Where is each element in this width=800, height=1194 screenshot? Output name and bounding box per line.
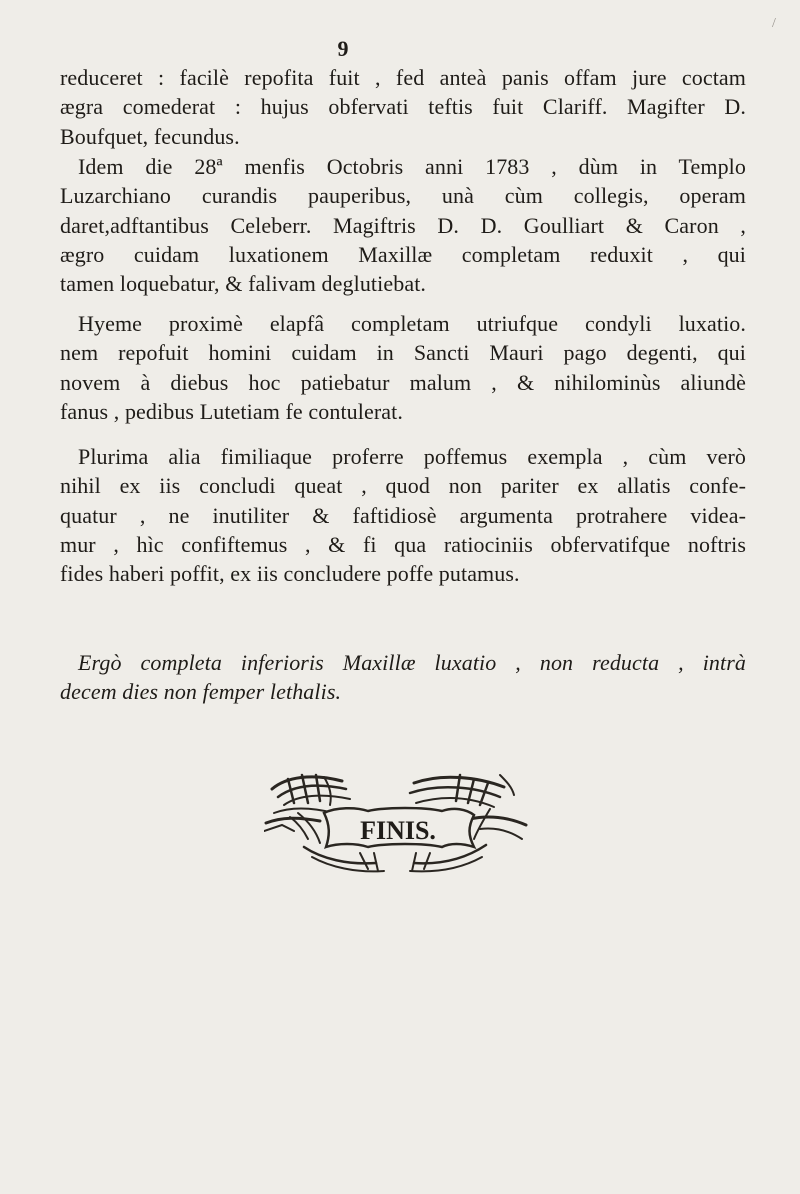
text-line: tamen loquebatur, & falivam deglutiebat. <box>60 271 427 297</box>
text-line: decem dies non femper lethalis. <box>60 679 342 705</box>
paragraph-4 <box>60 442 746 588</box>
text-line: Ergò completa inferioris Maxillæ luxatio , non reducta , intrà <box>78 650 746 675</box>
paragraph-2 <box>60 152 746 298</box>
page-number: 9 <box>337 36 349 61</box>
text-line: fides haberi poffit, ex iis concludere poffe putamus. <box>60 561 520 587</box>
finis-label: FINIS. <box>360 816 436 845</box>
text-line: nem repofuit homini cuidam in Sancti Mauri pago degenti, qui <box>60 340 746 366</box>
paragraph-1 <box>60 63 746 151</box>
text-line: fanus , pedibus Lutetiam fe contulerat. <box>60 398 403 424</box>
text-line: Idem die 28ª menfis Octobris anni 1783 , dùm in Templo <box>78 154 746 179</box>
text-line: Boufquet, fecundus. <box>60 123 240 149</box>
text-line: quatur , ne inutiliter & faftidiosè argumenta protrahere videa- <box>60 502 746 528</box>
conclusion <box>60 648 746 707</box>
text-line: Luzarchiano curandis pauperibus, unà cùm collegis, operam <box>60 183 746 209</box>
text-line: reduceret : facilè repofita fuit , fed anteà panis offam jure coctam <box>60 65 746 90</box>
text-line: ægro cuidam luxationem Maxillæ completam reduxit , qui <box>60 241 746 267</box>
text-line: daret,adftantibus Celeberr. Magiftris D. D. Goulliart & Caron , <box>60 212 746 238</box>
text-line: Plurima alia fimiliaque proferre poffemus exempla , cùm verò <box>78 444 746 469</box>
text-line: nihil ex iis concludi queat , quod non pariter ex allatis confe- <box>60 473 746 499</box>
finis-ornament <box>264 773 528 875</box>
text-line: Hyeme proximè elapfâ completam utriufque condyli luxatio. <box>78 311 746 336</box>
text-line: ægra comederat : hujus obfervati teftis fuit Clariff. Magifter D. <box>60 94 746 120</box>
text-line: novem à diebus hoc patiebatur malum , & nihilominùs aliundè <box>60 369 746 395</box>
corner-mark: / <box>772 16 776 31</box>
paragraph-3 <box>60 309 746 426</box>
text-line: mur , hìc confiftemus , & fi qua ratiociniis obfervatifque noftris <box>60 531 746 557</box>
